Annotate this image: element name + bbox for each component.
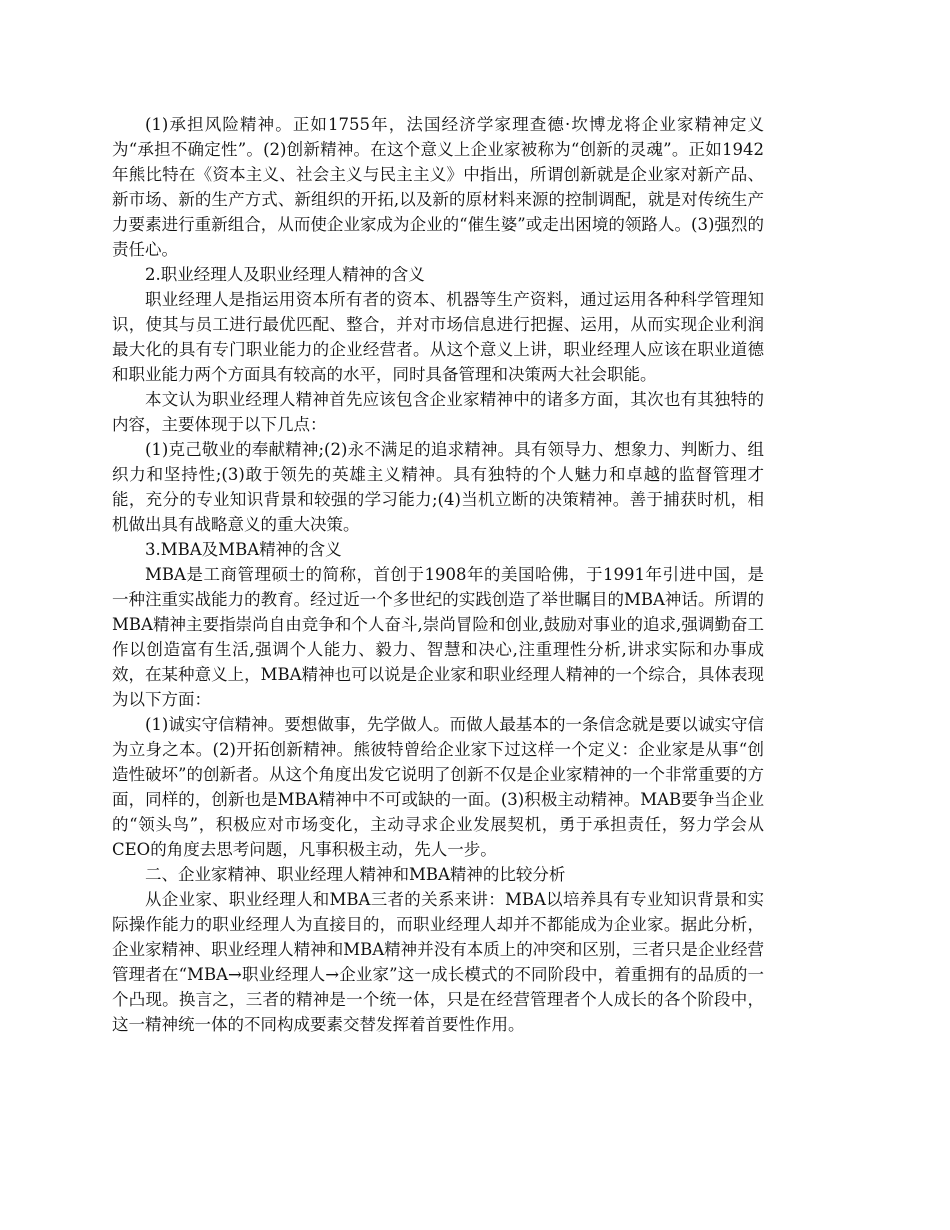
paragraph-comparison: 从企业家、职业经理人和MBA三者的关系来讲：MBA以培养具有专业知识背景和实际操作能力的职业经理人为直接目的，而职业经理人却并不都能成为企业家。据此分析，企业家精神、职业经理人精神和MBA精神并没有本质上的冲突和区别，三者只是企业经营管理者在“MBA→职业经理人→企业家”这一成长模式的不同阶段中，着重拥有的品质的一个凸现。换言之，三者的精神是一个统一体，只是在经营管理者个人成长的各个阶段中，这一精神统一体的不同构成要素交替发挥着首要性作用。 xyxy=(112,890,764,1034)
paragraph-mba-spirit-points: (1)诚实守信精神。要想做事，先学做人。而做人最基本的一条信念就是要以诚实守信为立身之本。(2)开拓创新精神。熊彼特曾给企业家下过这样一个定义：企业家是从事“创造性破坏”的创新者。从这个角度出发它说明了创新不仅是企业家精神的一个非常重要的方面，同样的，创新也是MBA精神中不可或缺的一面。(3)积极主动精神。MAB要争当企业的“领头鸟”，积极应对市场变化，主动寻求企业发展契机，勇于承担责任，努力学会从CEO的角度去思考问题，凡事积极主动，先人一步。 xyxy=(112,715,764,859)
document-body xyxy=(112,112,764,1037)
paragraph-risk-innovation: (1)承担风险精神。正如1755年，法国经济学家理查德·坎博龙将企业家精神定义为“承担不确定性”。(2)创新精神。在这个意义上企业家被称为“创新的灵魂”。正如1942年熊比特在《资本主义、社会主义与民主主义》中指出，所谓创新就是企业家对新产品、新市场、新的生产方式、新组织的开拓,以及新的原材料来源的控制调配，就是对传统生产力要素进行重新组合，从而使企业家成为企业的“催生婆”或走出困境的领路人。(3)强烈的责任心。 xyxy=(112,115,764,259)
paragraph-manager-spirit-intro: 本文认为职业经理人精神首先应该包含企业家精神中的诸多方面，其次也有其独特的内容，主要体现于以下几点： xyxy=(112,390,764,434)
section-heading-comparison: 二、企业家精神、职业经理人精神和MBA精神的比较分析 xyxy=(145,865,566,884)
section-heading-manager-spirit: 2.职业经理人及职业经理人精神的含义 xyxy=(145,265,425,284)
paragraph-manager-definition: 职业经理人是指运用资本所有者的资本、机器等生产资料，通过运用各种科学管理知识，使其与员工进行最优匹配、整合，并对市场信息进行把握、运用，从而实现企业利润最大化的具有专门职业能力的企业经营者。从这个意义上讲，职业经理人应该在职业道德和职业能力两个方面具有较高的水平，同时具备管理和决策两大社会职能。 xyxy=(112,290,764,384)
section-heading-mba-spirit: 3.MBA及MBA精神的含义 xyxy=(145,540,342,559)
paragraph-manager-spirit-points: (1)克己敬业的奉献精神;(2)永不满足的追求精神。具有领导力、想象力、判断力、组织力和坚持性;(3)敢于领先的英雄主义精神。具有独特的个人魅力和卓越的监督管理才能，充分的专业知识背景和较强的学习能力;(4)当机立断的决策精神。善于捕获时机，相机做出具有战略意义的重大决策。 xyxy=(112,440,764,534)
paragraph-mba-definition: MBA是工商管理硕士的简称，首创于1908年的美国哈佛，于1991年引进中国，是一种注重实战能力的教育。经过近一个多世纪的实践创造了举世瞩目的MBA神话。所谓的MBA精神主要指崇尚自由竞争和个人奋斗,崇尚冒险和创业,鼓励对事业的追求,强调勤奋工作以创造富有生活,强调个人能力、毅力、智慧和决心,注重理性分析,讲求实际和办事成效，在某种意义上，MBA精神也可以说是企业家和职业经理人精神的一个综合，具体表现为以下方面： xyxy=(112,565,764,709)
